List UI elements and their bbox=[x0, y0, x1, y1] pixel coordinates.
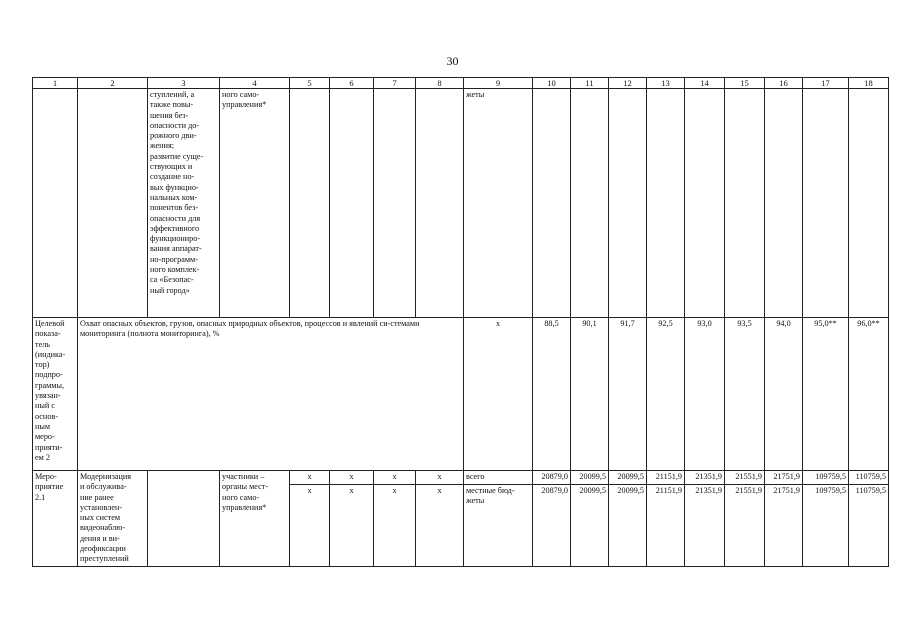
text-line: ный с bbox=[35, 401, 55, 411]
table-cell bbox=[33, 89, 78, 318]
text-line: опасности до- bbox=[150, 120, 200, 130]
amount-cell: 20099,5 bbox=[571, 471, 609, 485]
header-row bbox=[33, 78, 889, 89]
x-mark: х bbox=[290, 471, 330, 485]
amount-cell: 109759,5 bbox=[803, 484, 849, 566]
text-line: ный город» bbox=[150, 285, 190, 295]
executor-cont bbox=[220, 89, 290, 318]
amount-cell: 21751,9 bbox=[765, 471, 803, 485]
table-cell bbox=[374, 89, 416, 318]
x-mark: х bbox=[374, 484, 416, 566]
text-line: граммы, bbox=[35, 380, 64, 390]
text-line: ным bbox=[35, 421, 51, 431]
text-line: 2.1 bbox=[35, 492, 46, 502]
table-cell bbox=[647, 89, 685, 318]
text-line: установлен- bbox=[80, 502, 123, 512]
table-cell bbox=[148, 471, 220, 567]
amount-cell: 20879,0 bbox=[533, 484, 571, 566]
text-line: тор) bbox=[35, 360, 50, 370]
text-line: преступлений bbox=[80, 554, 129, 564]
continuation-row bbox=[33, 89, 889, 318]
text-line: увязан- bbox=[35, 391, 61, 401]
x-mark: х bbox=[374, 471, 416, 485]
table-cell bbox=[416, 89, 464, 318]
measure-description-cont bbox=[148, 89, 220, 318]
amount-cell: 20099,5 bbox=[609, 484, 647, 566]
header-cell: 1 bbox=[33, 78, 78, 89]
funding-source: местные бюд-жеты bbox=[464, 484, 533, 566]
text-line: развитие суще- bbox=[150, 151, 204, 161]
header-cell: 16 bbox=[765, 78, 803, 89]
header-cell: 9 bbox=[464, 78, 533, 89]
text-line: шения без- bbox=[150, 110, 189, 120]
table-cell bbox=[330, 89, 374, 318]
header-cell: 4 bbox=[220, 78, 290, 89]
text-line: нальных ком- bbox=[150, 192, 198, 202]
text-line: создание но- bbox=[150, 172, 195, 182]
amount-cell: 109759,5 bbox=[803, 471, 849, 485]
x-mark: х bbox=[290, 484, 330, 566]
header-cell: 10 bbox=[533, 78, 571, 89]
text-line: ных систем bbox=[80, 513, 121, 523]
funding-source: всего bbox=[464, 471, 533, 485]
x-mark: х bbox=[330, 471, 374, 485]
text-line: основ- bbox=[35, 411, 58, 421]
text-line: Модернизация bbox=[80, 472, 131, 481]
target-value: 88,5 bbox=[533, 318, 571, 471]
target-x-mark: х bbox=[464, 318, 533, 471]
text-line: опасности для bbox=[150, 213, 201, 223]
measure-total-row bbox=[33, 471, 889, 485]
text-line: жения; bbox=[150, 141, 174, 151]
target-value: 93,0 bbox=[685, 318, 725, 471]
amount-cell: 110759,5 bbox=[849, 484, 889, 566]
text-line: понентов без- bbox=[150, 203, 199, 213]
text-line: функциониро- bbox=[150, 234, 201, 244]
text-line: меро- bbox=[35, 432, 55, 442]
header-cell: 8 bbox=[416, 78, 464, 89]
text-line: видеонаблю- bbox=[80, 523, 126, 533]
table-cell bbox=[78, 89, 148, 318]
target-value: 90,1 bbox=[571, 318, 609, 471]
amount-cell: 21151,9 bbox=[647, 471, 685, 485]
target-value: 91,7 bbox=[609, 318, 647, 471]
text-line: деофиксации bbox=[80, 544, 126, 554]
x-mark: х bbox=[330, 484, 374, 566]
text-line: Меро- bbox=[35, 472, 57, 481]
target-value: 93,5 bbox=[725, 318, 765, 471]
target-description: Охват опасных объектов, грузов, опасных природных объектов, процессов и явлений си-стемами мониторинга (полнота мониторинга), % bbox=[78, 318, 464, 471]
amount-cell: 20099,5 bbox=[571, 484, 609, 566]
text-line: ного само- bbox=[222, 492, 260, 502]
amount-cell: 21351,9 bbox=[685, 471, 725, 485]
text-line: эффективного bbox=[150, 223, 200, 233]
amount-cell: 20099,5 bbox=[609, 471, 647, 485]
text-line: рожного дви- bbox=[150, 131, 197, 141]
header-cell: 12 bbox=[609, 78, 647, 89]
amount-cell: 21551,9 bbox=[725, 471, 765, 485]
table-cell bbox=[290, 89, 330, 318]
table-cell bbox=[849, 89, 889, 318]
text-line: Целевой bbox=[35, 319, 65, 328]
measure-label bbox=[33, 471, 78, 567]
amount-cell: 21551,9 bbox=[725, 484, 765, 566]
text-line: но-программ- bbox=[150, 254, 198, 264]
measure-executor bbox=[220, 471, 290, 567]
target-value: 95,0** bbox=[803, 318, 849, 471]
text-line: органы мест- bbox=[222, 482, 269, 492]
text-line: подпро- bbox=[35, 370, 63, 380]
text-line: ем 2 bbox=[35, 452, 50, 462]
text-line: ние ранее bbox=[80, 492, 114, 502]
text-line: управления* bbox=[222, 100, 267, 110]
header-cell: 2 bbox=[78, 78, 148, 89]
text-line: показа- bbox=[35, 329, 61, 339]
text-line: са «Безопас- bbox=[150, 275, 194, 285]
text-line: ного комплек- bbox=[150, 265, 200, 275]
program-table bbox=[32, 77, 889, 567]
text-line: (индика- bbox=[35, 349, 66, 359]
header-cell: 5 bbox=[290, 78, 330, 89]
header-cell: 14 bbox=[685, 78, 725, 89]
amount-cell: 110759,5 bbox=[849, 471, 889, 485]
target-value: 94,0 bbox=[765, 318, 803, 471]
funding-source-cont: жеты bbox=[464, 89, 533, 318]
text-line: дения и ви- bbox=[80, 533, 120, 543]
table-cell bbox=[765, 89, 803, 318]
target-label bbox=[33, 318, 78, 471]
target-value: 92,5 bbox=[647, 318, 685, 471]
text-line: прияти- bbox=[35, 442, 63, 452]
header-cell: 7 bbox=[374, 78, 416, 89]
text-line: и обслужива- bbox=[80, 482, 127, 492]
table-cell bbox=[685, 89, 725, 318]
text-line: также повы- bbox=[150, 100, 194, 110]
table-cell bbox=[609, 89, 647, 318]
text-line: вания аппарат- bbox=[150, 244, 202, 254]
measure-name bbox=[78, 471, 148, 567]
header-cell: 17 bbox=[803, 78, 849, 89]
amount-cell: 21151,9 bbox=[647, 484, 685, 566]
table-cell bbox=[725, 89, 765, 318]
header-cell: 11 bbox=[571, 78, 609, 89]
header-cell: 15 bbox=[725, 78, 765, 89]
target-indicator-row bbox=[33, 318, 889, 471]
text-line: приятие bbox=[35, 482, 64, 492]
text-line: ного само- bbox=[222, 90, 260, 99]
amount-cell: 21751,9 bbox=[765, 484, 803, 566]
text-line: вых функцио- bbox=[150, 182, 199, 192]
text-line: тель bbox=[35, 339, 51, 349]
table-cell bbox=[533, 89, 571, 318]
text-line: участники – bbox=[222, 472, 265, 481]
header-cell: 6 bbox=[330, 78, 374, 89]
header-cell: 18 bbox=[849, 78, 889, 89]
header-cell: 13 bbox=[647, 78, 685, 89]
x-mark: х bbox=[416, 471, 464, 485]
amount-cell: 20879,0 bbox=[533, 471, 571, 485]
amount-cell: 21351,9 bbox=[685, 484, 725, 566]
text-line: управления* bbox=[222, 502, 267, 512]
target-value: 96,0** bbox=[849, 318, 889, 471]
x-mark: х bbox=[416, 484, 464, 566]
text-line: ступлений, а bbox=[150, 90, 195, 99]
table-cell bbox=[803, 89, 849, 318]
text-line: ствующих и bbox=[150, 162, 193, 172]
table-cell bbox=[571, 89, 609, 318]
page-number: 30 bbox=[446, 54, 459, 68]
header-cell: 3 bbox=[148, 78, 220, 89]
